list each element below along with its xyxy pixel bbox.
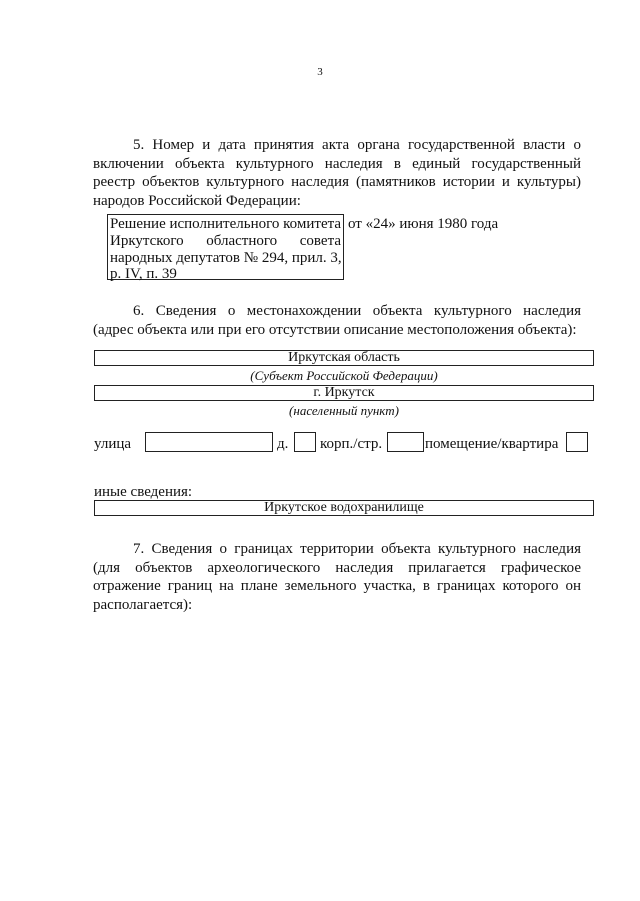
decision-line: Иркутского областного совета xyxy=(110,232,341,249)
page-number: 3 xyxy=(317,66,323,78)
decision-line: р. IV, п. 39 xyxy=(110,266,177,283)
house-label: д. xyxy=(277,436,289,452)
region-caption: (Субъект Российской Федерации) xyxy=(250,368,438,383)
section-5-line: 5. Номер и дата принятия акта органа государственной власти о xyxy=(133,137,581,153)
apartment-label: помещение/квартира xyxy=(425,436,559,452)
section-7-line: 7. Сведения о границах территории объекта культурного наследия xyxy=(133,541,581,557)
decision-date: от «24» июня 1980 года xyxy=(348,216,499,232)
section-7-line: отражение границ на плане земельного участка, в границах которого он xyxy=(93,578,581,595)
other-info-label: иные сведения: xyxy=(94,484,193,500)
apartment-field[interactable] xyxy=(566,432,588,452)
section-6-line: 6. Сведения о местонахождении объекта культурного наследия xyxy=(133,303,581,319)
street-field[interactable] xyxy=(145,432,273,452)
building-field[interactable] xyxy=(387,432,424,452)
decision-box xyxy=(107,214,344,283)
locality-field[interactable]: г. Иркутск xyxy=(94,385,594,401)
decision-line: народных депутатов № 294, прил. 3, xyxy=(110,249,342,266)
section-5-text xyxy=(93,136,581,210)
region-field[interactable]: Иркутская область xyxy=(94,350,594,366)
decision-line: Решение исполнительного комитета xyxy=(110,216,341,232)
section-5-line: реестр объектов культурного наследия (памятников истории и культуры) xyxy=(93,174,581,191)
other-info-field[interactable]: Иркутское водохранилище xyxy=(94,500,594,516)
section-5-line: народов Российской Федерации: xyxy=(93,192,301,209)
house-field[interactable] xyxy=(294,432,316,452)
street-label: улица xyxy=(94,436,132,452)
locality-caption: (населенный пункт) xyxy=(289,403,399,418)
section-6-text xyxy=(93,302,581,339)
building-label: корп./стр. xyxy=(320,436,383,452)
section-7-text xyxy=(93,540,581,614)
section-5-line: включении объекта культурного наследия в единый государственный xyxy=(93,155,581,172)
section-6-line: (адрес объекта или при его отсутствии описание местоположения объекта): xyxy=(93,321,577,338)
section-7-line: располагается): xyxy=(93,596,193,613)
section-7-line: (для объектов археологического наследия прилагается графическое xyxy=(93,559,581,576)
